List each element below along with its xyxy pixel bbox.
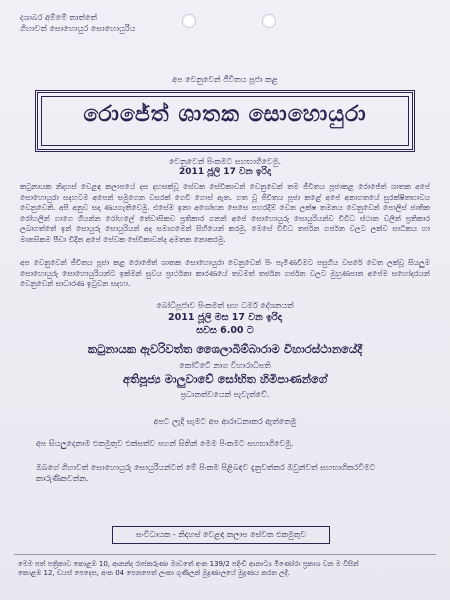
- print-credit-line-2: කොළඹ 12, ඩයස් පෙදෙස, අංක 04 පෙනපෙත් ලංකා ගුණිලක් මුද්‍රණාලයේ මුද්‍රණය කරන ලදී.: [18, 569, 290, 577]
- header-line-2: ගිහාවත් සොහොයුර සොහොයුරිය: [20, 24, 136, 33]
- event-date: 2011 ජූලි මස 17 වන ඉරිදා: [168, 312, 282, 323]
- header-block: [20, 12, 180, 34]
- punch-hole-right: [262, 14, 276, 28]
- subtitle: වෙනුවෙන් පිංකමට සහභාගිවෙමු.: [168, 157, 282, 166]
- call-to-attend: අප සියලුදෙනාම එකමුතුව එක්සත්ව පහන් සිතින් මෙම පිංකමට සහභාගිවෙමු.: [36, 439, 294, 448]
- blessing-text: අපට ලැදි සැමට අප ආරාධනාකර ඇත්තෙමු: [153, 417, 297, 426]
- page-title: රොජේත් ශාතක සොහොයුරා: [83, 101, 367, 127]
- divider: [14, 554, 436, 555]
- title-box: [35, 90, 415, 152]
- header-line-1: දශාබර අම්මේ තාත්තේ: [20, 13, 97, 22]
- event-time: සවස 6.00 ට: [196, 325, 254, 336]
- date-line: 2011 ජූලි 17 වන ඉරිදා: [179, 167, 271, 177]
- paragraph-2: අප වෙනුවෙන් ජීවිතය පූජා කළ රොජේත් ශාතක සොහොයුරා වෙනුවෙන් පිං පැමිණවීමට පසුගිය වසරේ වෙත ලක්වූ සියලුම සොහොයුරු සොහොයුරියන්ට ඉක්මන් සුවය ප්‍රාර්ථනා කාරණයේ තවමත් තර්ජන ගර්ජන වලට මුහුණපාන අපේම සහෝදරයන් වෙනුවෙන් සාධාරණ ඉටුවන සදහා.: [20, 258, 430, 288]
- event-chief-line: කෝට්ටේ නාග විහාරාධිපති: [179, 361, 271, 370]
- organizer-box: සංවිධායක - නිදහස් වෙළඳ කලාප සේවක එකමුතුව: [112, 526, 330, 544]
- event-intro: බෝධිපූජාව පිංකමත් සහ ධර්ම දේශනයත්: [156, 301, 294, 310]
- event-monk: අතිපූජ්‍ය මාලුවාවේ සෝභිත හිමිපාණන්ගේ: [122, 372, 328, 386]
- event-venue: කටුනායක ඇවරිවත්ත ශෛලාබිම්බාරාම විහාරස්ථානයේදී: [87, 342, 363, 356]
- paragraph-1: කටුනායක නිදහස් වෙළඳ කලාපයේ දස දහසක්වූ සේවක සේවිකාවන් වෙනුවෙන් තම ජීවිතය පූජාකළ රොජේත් ශාතක අපේ සොහොයුරා සදහටම අපෙන් සමුගෙන වසරක් ගෙවී ගොස් ඇත. ගත වූ ජීවිතය පූජා කළේ අපේ අනාගතයේ සුරක්ෂිතභාවය වෙනුවෙනි. අපි අනුව සදා ණයගැතිවෙමු. එසේම ඉනා අශෝභන සෙසෙ පහරදීම් වෙන ලක්ෂ තමනය වෙනුවෙන් පොලිස් ජාතික රෝහලින් ගාගෙ ගියන්න රෝහලේ තේවාසිකව ප්‍රතිකාර ගනන් අපේ සොහොයුරු සොයුරියන්ව විවිධ ස්ථාන වලින් ප්‍රතිකාර ලබාගත්තේ ඉන් සොයුරු සොයුරියන් අද සමාගමෙන් සිහියෙන් කරමු. මෙසේ විවිධ තර්ජන ගර්ජන වලට ලක්ව සාධිකය හා මානසිකම පීඩා විදින අපේ සේවක සේවිකාවන්ද අමතක නොකරමු.: [20, 182, 430, 244]
- call-to-bring-others: ඔබගේ ගිහාවත් සොහොයුරු සොයුරියන්ටත් මේ පිංකම පිළිබඳව දැනුවත්කර ඔවුන්වත් සහභාගිකරවීමට කාරුණිකවන්න.: [36, 463, 376, 483]
- punch-hole-left: [182, 14, 196, 28]
- print-credit-line-1: මෙම පත් පත්‍රිකාව කොළඹ 10, ආනන්ද රාජකරුණා මාවතේ අංක 139/2 පදිංචි ආනාට්‍ය මිණෝරා ප්‍රකාශ වන ම විසින්: [18, 560, 359, 568]
- print-credits: [18, 560, 438, 578]
- preface-text: අප වෙනුවෙන් ජීවිතය පූජා කළ: [172, 75, 278, 84]
- event-monk-tail: ප්‍රධානත්වයෙන් පැවැත්වේ.: [180, 390, 270, 399]
